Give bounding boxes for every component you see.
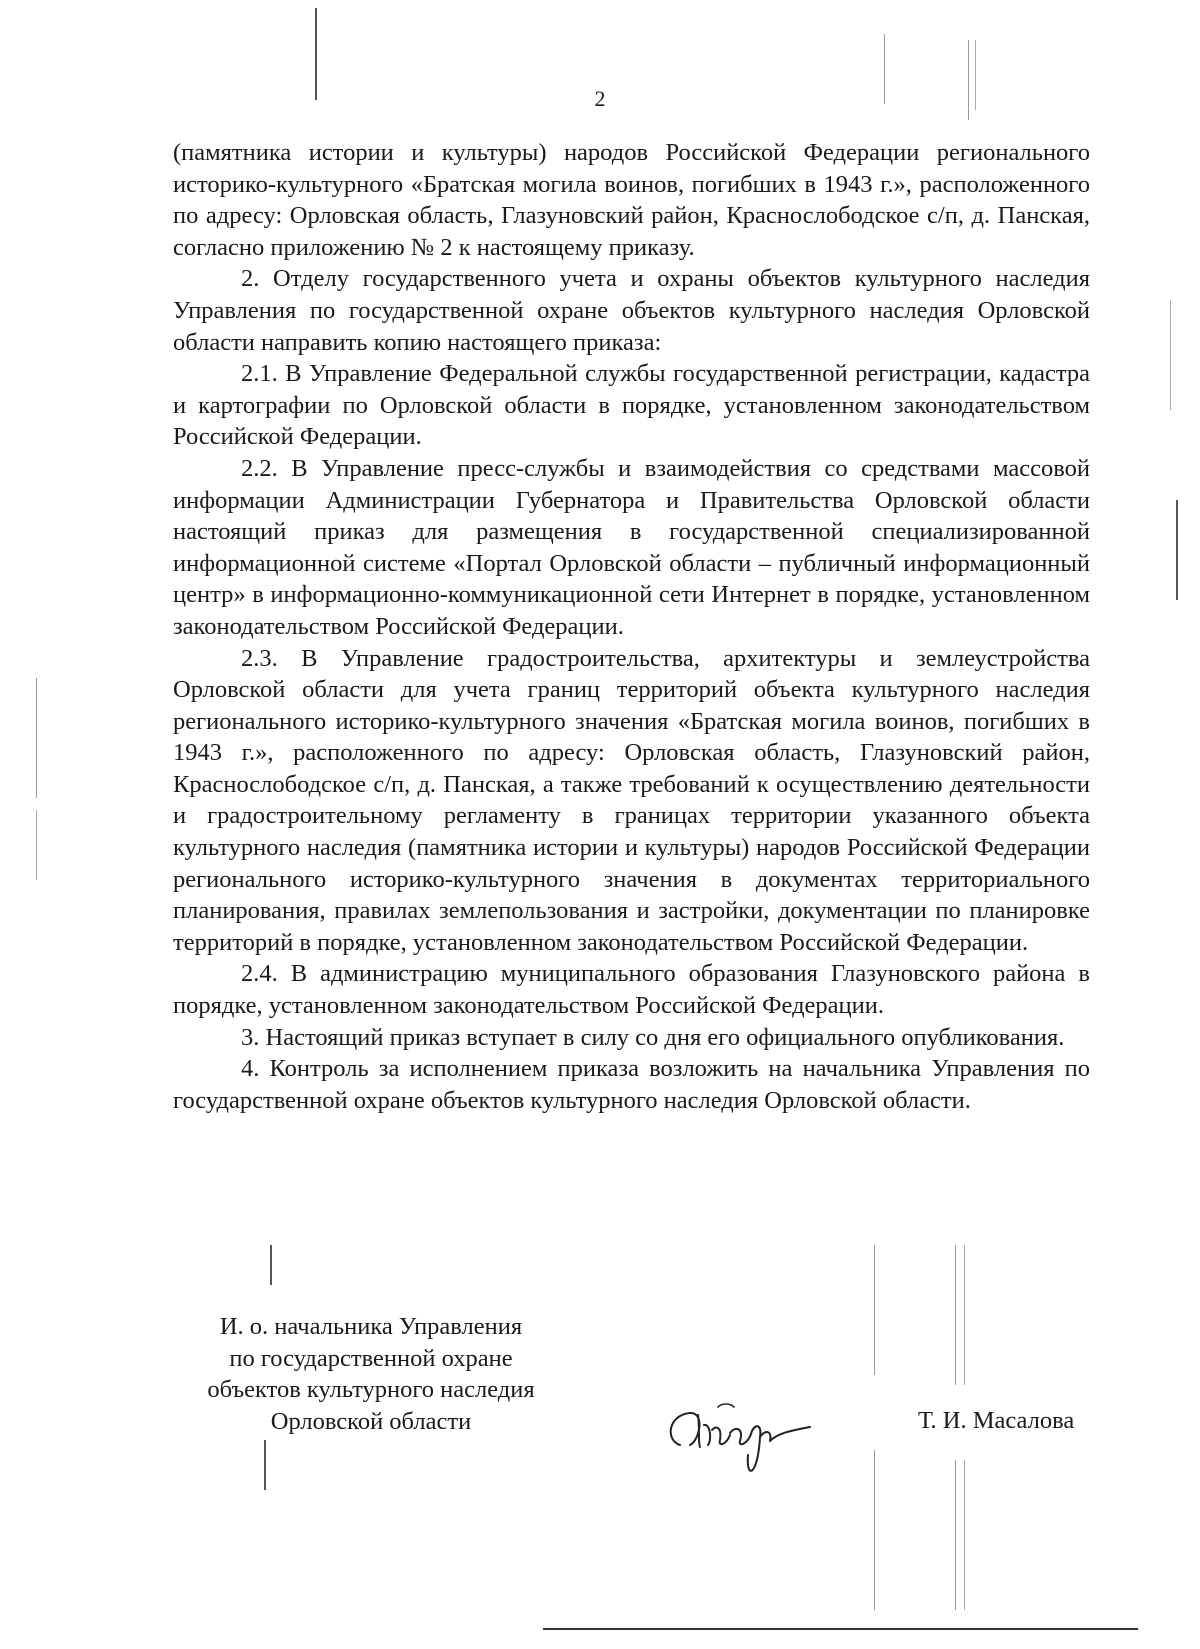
paragraph-item-2-4: 2.4. В администрацию муниципального образования Глазуновского района в порядке, установленном законодательством Российской Федерации. <box>173 960 1090 1020</box>
scan-artifact-line <box>874 1245 875 1375</box>
paragraph-item-2-1: 2.1. В Управление Федеральной службы государственной регистрации, кадастра и картографии по Орловской области в порядке, установленном законодательством Российской Федерации. <box>173 360 1090 451</box>
handwritten-signature <box>660 1385 820 1485</box>
scan-artifact-line <box>884 34 885 104</box>
scan-artifact-line <box>955 1460 956 1610</box>
scan-artifact-line <box>968 40 969 120</box>
scan-artifact-line <box>1170 300 1171 410</box>
scan-artifact-line <box>36 678 37 798</box>
signatory-title-line: Орловской области <box>270 1407 472 1435</box>
scan-artifact-line <box>315 8 317 100</box>
signatory-title-line: объектов культурного наследия <box>207 1376 535 1404</box>
page-number: 2 <box>594 86 606 111</box>
scan-artifact-line <box>264 1440 266 1490</box>
scan-artifact-line <box>975 40 976 110</box>
signatory-title-line: по государственной охране <box>229 1344 513 1372</box>
bottom-rule <box>543 1628 1138 1630</box>
signatory-title-line: И. о. начальника Управления <box>219 1313 523 1340</box>
scan-artifact-line <box>36 810 37 880</box>
scan-artifact-line <box>1176 500 1178 600</box>
signer-name: Т. И. Масалова <box>918 1407 1075 1434</box>
scan-artifact-line <box>964 1245 965 1385</box>
signatory-title <box>176 1311 566 1437</box>
scan-artifact-line <box>955 1245 956 1385</box>
paragraph-item-4: 4. Контроль за исполнением приказа возложить на начальника Управления по государственной охране объектов культурного наследия Орловской области. <box>173 1055 1090 1114</box>
paragraph-item-2-2: 2.2. В Управление пресс-службы и взаимодействия со средствами массовой информации Администрации Губернатора и Правительства Орловской области настоящий приказ для размещения в государственной специализированной информационной системе «Портал Орловской области – публичный информационный центр» в информационно-коммуникационной сети Интернет в порядке, установленном законодательством Российской Федерации. <box>173 454 1090 640</box>
document-body <box>173 137 1090 1116</box>
scan-artifact-line <box>874 1450 875 1610</box>
paragraph-continuation: (памятника истории и культуры) народов Российской Федерации регионального историко-культурного «Братская могила воинов, погибших в 1943 г.», расположенного по адресу: Орловская область, Глазуновский район, Краснослободское с/п, д. Панская, согласно приложению № 2 к настоящему приказу. <box>173 139 1090 261</box>
paragraph-item-2-3: 2.3. В Управление градостроительства, архитектуры и землеустройства Орловской области для учета границ территорий объекта культурного наследия регионального историко-культурного значения «Братская могила воинов, погибших в 1943 г.», расположенного по адресу: Орловская область, Глазуновский район, Краснослободское с/п, д. Панская, а также требований к осуществлению деятельности и градостроительному регламенту в границах территории указанного объекта культурного наследия (памятника истории и культуры) народов Российской Федерации регионального историко-культурного значения в документах территориального планирования, правилах землепользования и застройки, документации по планировке территорий в порядке, установленном законодательством Российской Федерации. <box>173 644 1090 956</box>
scan-artifact-line <box>270 1245 272 1285</box>
paragraph-item-3: 3. Настоящий приказ вступает в силу со дня его официального опубликования. <box>241 1023 1065 1051</box>
scan-artifact-line <box>964 1460 965 1610</box>
paragraph-item-2: 2. Отделу государственного учета и охраны объектов культурного наследия Управления по государственной охране объектов культурного наследия Орловской области направить копию настоящего приказа: <box>173 265 1090 356</box>
